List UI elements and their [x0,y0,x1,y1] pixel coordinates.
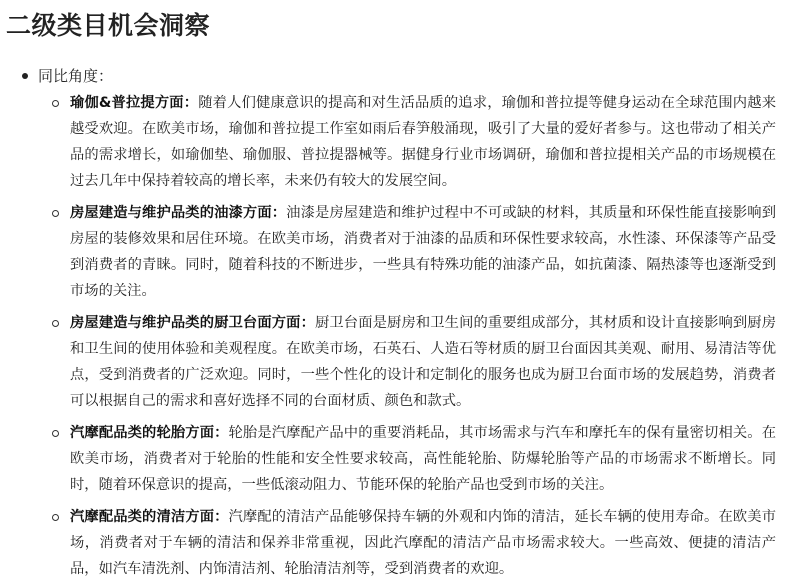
item-heading: 汽摩配品类的轮胎方面： [70,425,229,441]
item-body: 油漆是房屋建造和维护过程中不可或缺的材料，其质量和环保性能直接影响到房屋的装修效果和居住环境。在欧美市场，消费者对于油漆的品质和环保性要求较高，水性漆、环保漆等产品受到消费者的青睐。同时，随着科技的不断进步，一些具有特殊功能的油漆产品，如抗菌漆、隔热漆等也逐渐受到市场的关注。 [70,205,776,299]
list-item [6,200,776,304]
item-body: 随着人们健康意识的提高和对生活品质的追求，瑜伽和普拉提等健身运动在全球范围内越来越受欢迎。在欧美市场，瑜伽和普拉提工作室如雨后春笋般涌现，吸引了大量的爱好者参与。这也带动了相关产品的需求增长，如瑜伽垫、瑜伽服、普拉提器械等。据健身行业市场调研，瑜伽和普拉提相关产品的市场规模在过去几年中保持着较高的增长率，未来仍有较大的发展空间。 [70,95,777,189]
item-heading: 瑜伽&普拉提方面： [70,95,199,111]
section-bullet [6,64,776,88]
list-item [6,420,776,498]
section-label: 同比角度： [38,67,114,85]
list-item [6,504,776,582]
list-item [6,310,776,414]
list-item [6,90,776,194]
item-body: 厨卫台面是厨房和卫生间的重要组成部分，其材质和设计直接影响到厨房和卫生间的使用体验和美观程度。在欧美市场，石英石、人造石等材质的厨卫台面因其美观、耐用、易清洁等优点，受到消费者的广泛欢迎。同时，一些个性化的设计和定制化的服务也成为厨卫台面市场的发展趋势，消费者可以根据自己的需求和喜好选择不同的台面材质、颜色和款式。 [70,315,777,409]
item-heading: 房屋建造与维护品类的油漆方面： [70,205,287,221]
item-heading: 汽摩配品类的清洁方面： [70,509,229,525]
item-body: 汽摩配的清洁产品能够保持车辆的外观和内饰的清洁，延长车辆的使用寿命。在欧美市场，消费者对于车辆的清洁和保养非常重视，因此汽摩配的清洁产品市场需求较大。一些高效、便捷的清洁产品，如汽车清洗剂、内饰清洁剂、轮胎清洁剂等，受到消费者的欢迎。 [70,509,776,577]
page-title: 二级类目机会洞察 [6,11,211,40]
opportunity-list [6,90,776,582]
item-heading: 房屋建造与维护品类的厨卫台面方面： [70,315,315,331]
item-body: 轮胎是汽摩配产品中的重要消耗品，其市场需求与汽车和摩托车的保有量密切相关。在欧美市场，消费者对于轮胎的性能和安全性要求较高，高性能轮胎、防爆轮胎等产品的市场需求不断增长。同时，随着环保意识的提高，一些低滚动阻力、节能环保的轮胎产品也受到市场的关注。 [70,425,776,493]
